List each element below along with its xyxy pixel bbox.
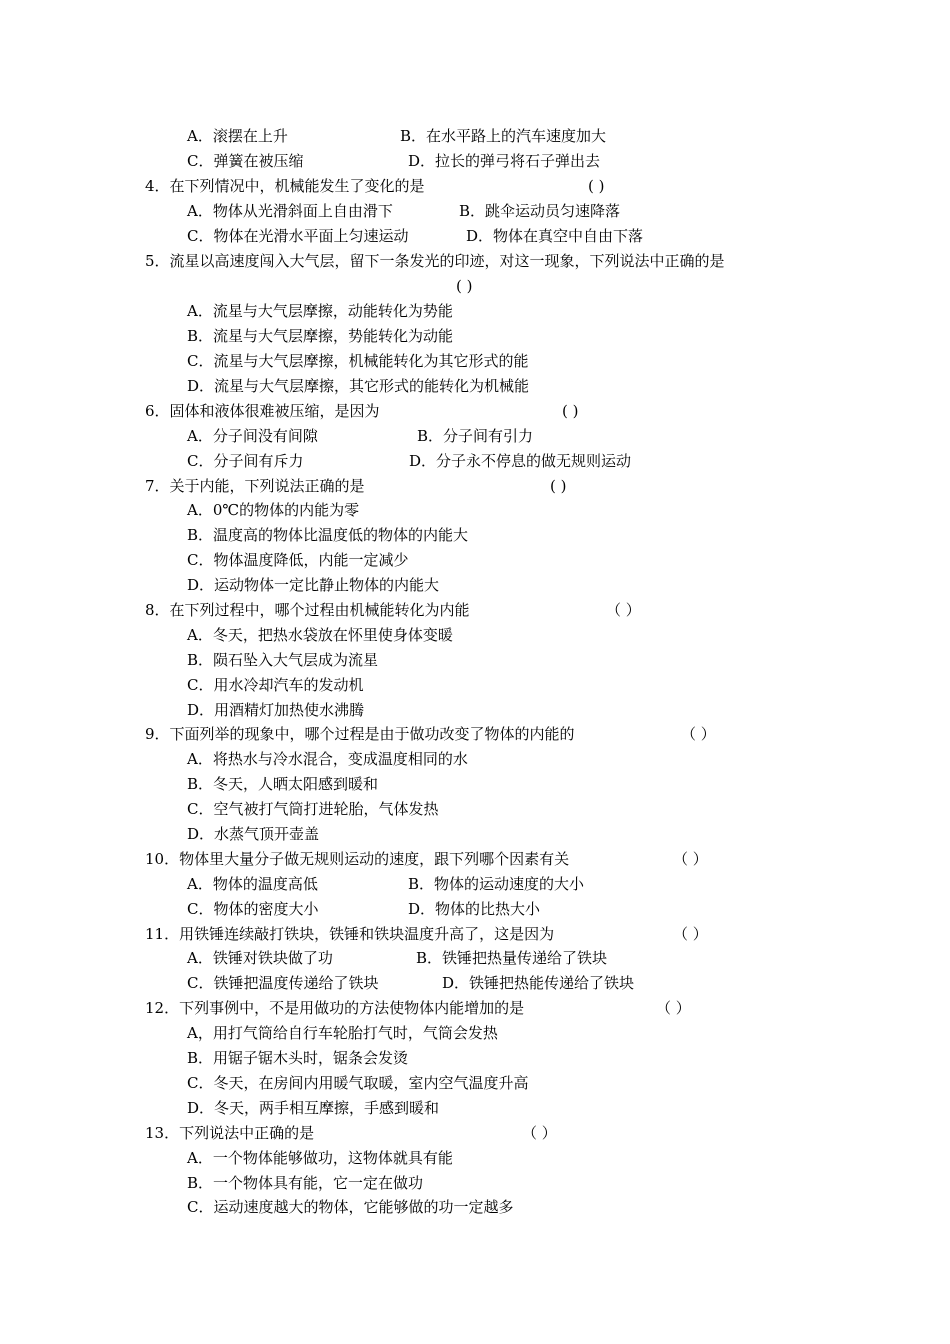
q5-option-b: B．流星与大气层摩擦，势能转化为动能 [187,327,454,345]
q12-stem: 12．下列事例中，不是用做功的方法使物体内能增加的是 [145,999,525,1017]
q12-option-b: B．用锯子锯木头时，锯条会发烫 [187,1049,409,1067]
q7-answer-paren: ( ) [550,477,567,495]
q11-answer-paren: （ ） [673,925,708,943]
q8-option-a: A．冬天，把热水袋放在怀里使身体变暖 [187,626,453,644]
q8-option-c: C．用水冷却汽车的发动机 [187,676,364,694]
q9-option-b: B．冬天，人晒太阳感到暖和 [187,775,379,793]
q10-option-a: A．物体的温度高低 [187,875,318,893]
q13-option-b: B．一个物体具有能，它一定在做功 [187,1174,424,1192]
q9-answer-paren: （ ） [681,725,716,743]
q8-answer-paren: （ ） [606,601,641,619]
q6-option-a: A．分子间没有间隙 [187,427,318,445]
q9-option-a: A．将热水与冷水混合，变成温度相同的水 [187,750,468,768]
q11-option-b: B．铁锤把热量传递给了铁块 [416,949,608,967]
q4-stem: 4．在下列情况中，机械能发生了变化的是 [145,177,425,195]
q4-option-a: A．物体从光滑斜面上自由滑下 [187,202,393,220]
q11-stem: 11．用铁锤连续敲打铁块，铁锤和铁块温度升高了，这是因为 [145,925,555,943]
q11-option-c: C．铁锤把温度传递给了铁块 [187,974,379,992]
q4-option-b: B．跳伞运动员匀速降落 [459,202,621,220]
q7-option-c: C．物体温度降低，内能一定减少 [187,551,409,569]
q6-option-b: B．分子间有引力 [417,427,534,445]
q12-option-d: D．冬天，两手相互摩擦，手感到暖和 [187,1099,440,1117]
q7-option-b: B．温度高的物体比温度低的物体的内能大 [187,526,469,544]
q5-stem: 5．流星以高速度闯入大气层，留下一条发光的印迹，对这一现象，下列说法中正确的是 [145,252,725,270]
q3-option-d: D．拉长的弹弓将石子弹出去 [408,152,601,170]
q12-option-c: C．冬天，在房间内用暖气取暖，室内空气温度升高 [187,1074,529,1092]
q4-answer-paren: ( ) [588,177,605,195]
q3-option-c: C．弹簧在被压缩 [187,152,304,170]
q8-option-b: B．陨石坠入大气层成为流星 [187,651,379,669]
q10-option-d: D．物体的比热大小 [408,900,541,918]
q6-answer-paren: ( ) [562,402,579,420]
q6-option-c: C．分子间有斥力 [187,452,304,470]
q8-option-d: D．用酒精灯加热使水沸腾 [187,701,365,719]
q5-option-a: A．流星与大气层摩擦，动能转化为势能 [187,302,453,320]
q10-option-c: C．物体的密度大小 [187,900,319,918]
q13-option-c: C．运动速度越大的物体，它能够做的功一定越多 [187,1198,514,1216]
q12-option-a: A，用打气筒给自行车轮胎打气时，气筒会发热 [187,1024,498,1042]
q9-option-d: D．水蒸气顶开壶盖 [187,825,320,843]
q4-option-c: C．物体在光滑水平面上匀速运动 [187,227,409,245]
q5-answer-paren: ( ) [456,277,473,295]
q9-option-c: C．空气被打气筒打进轮胎，气体发热 [187,800,439,818]
q3-option-b: B．在水平路上的汽车速度加大 [400,127,607,145]
q8-stem: 8．在下列过程中，哪个过程由机械能转化为内能 [145,601,470,619]
q11-option-a: A．铁锤对铁块做了功 [187,949,333,967]
q10-option-b: B．物体的运动速度的大小 [408,875,585,893]
q5-option-d: D．流星与大气层摩擦，其它形式的能转化为机械能 [187,377,530,395]
q7-option-d: D．运动物体一定比静止物体的内能大 [187,576,440,594]
q6-option-d: D．分子永不停息的做无规则运动 [409,452,632,470]
q9-stem: 9．下面列举的现象中，哪个过程是由于做功改变了物体的内能的 [145,725,575,743]
q3-option-a: A．滚摆在上升 [187,127,288,145]
q10-stem: 10．物体里大量分子做无规则运动的速度，跟下列哪个因素有关 [145,850,570,868]
q7-option-a: A．0℃的物体的内能为零 [187,501,360,519]
q11-option-d: D．铁锤把热能传递给了铁块 [442,974,635,992]
q5-option-c: C．流星与大气层摩擦，机械能转化为其它形式的能 [187,352,529,370]
q6-stem: 6．固体和液体很难被压缩，是因为 [145,402,380,420]
q10-answer-paren: （ ） [673,850,708,868]
q13-option-a: A．一个物体能够做功，这物体就具有能 [187,1149,453,1167]
q13-stem: 13．下列说法中正确的是 [145,1124,315,1142]
q4-option-d: D．物体在真空中自由下落 [466,227,644,245]
q13-answer-paren: （ ） [522,1124,557,1142]
q7-stem: 7．关于内能，下列说法正确的是 [145,477,365,495]
q12-answer-paren: （ ） [656,999,691,1017]
